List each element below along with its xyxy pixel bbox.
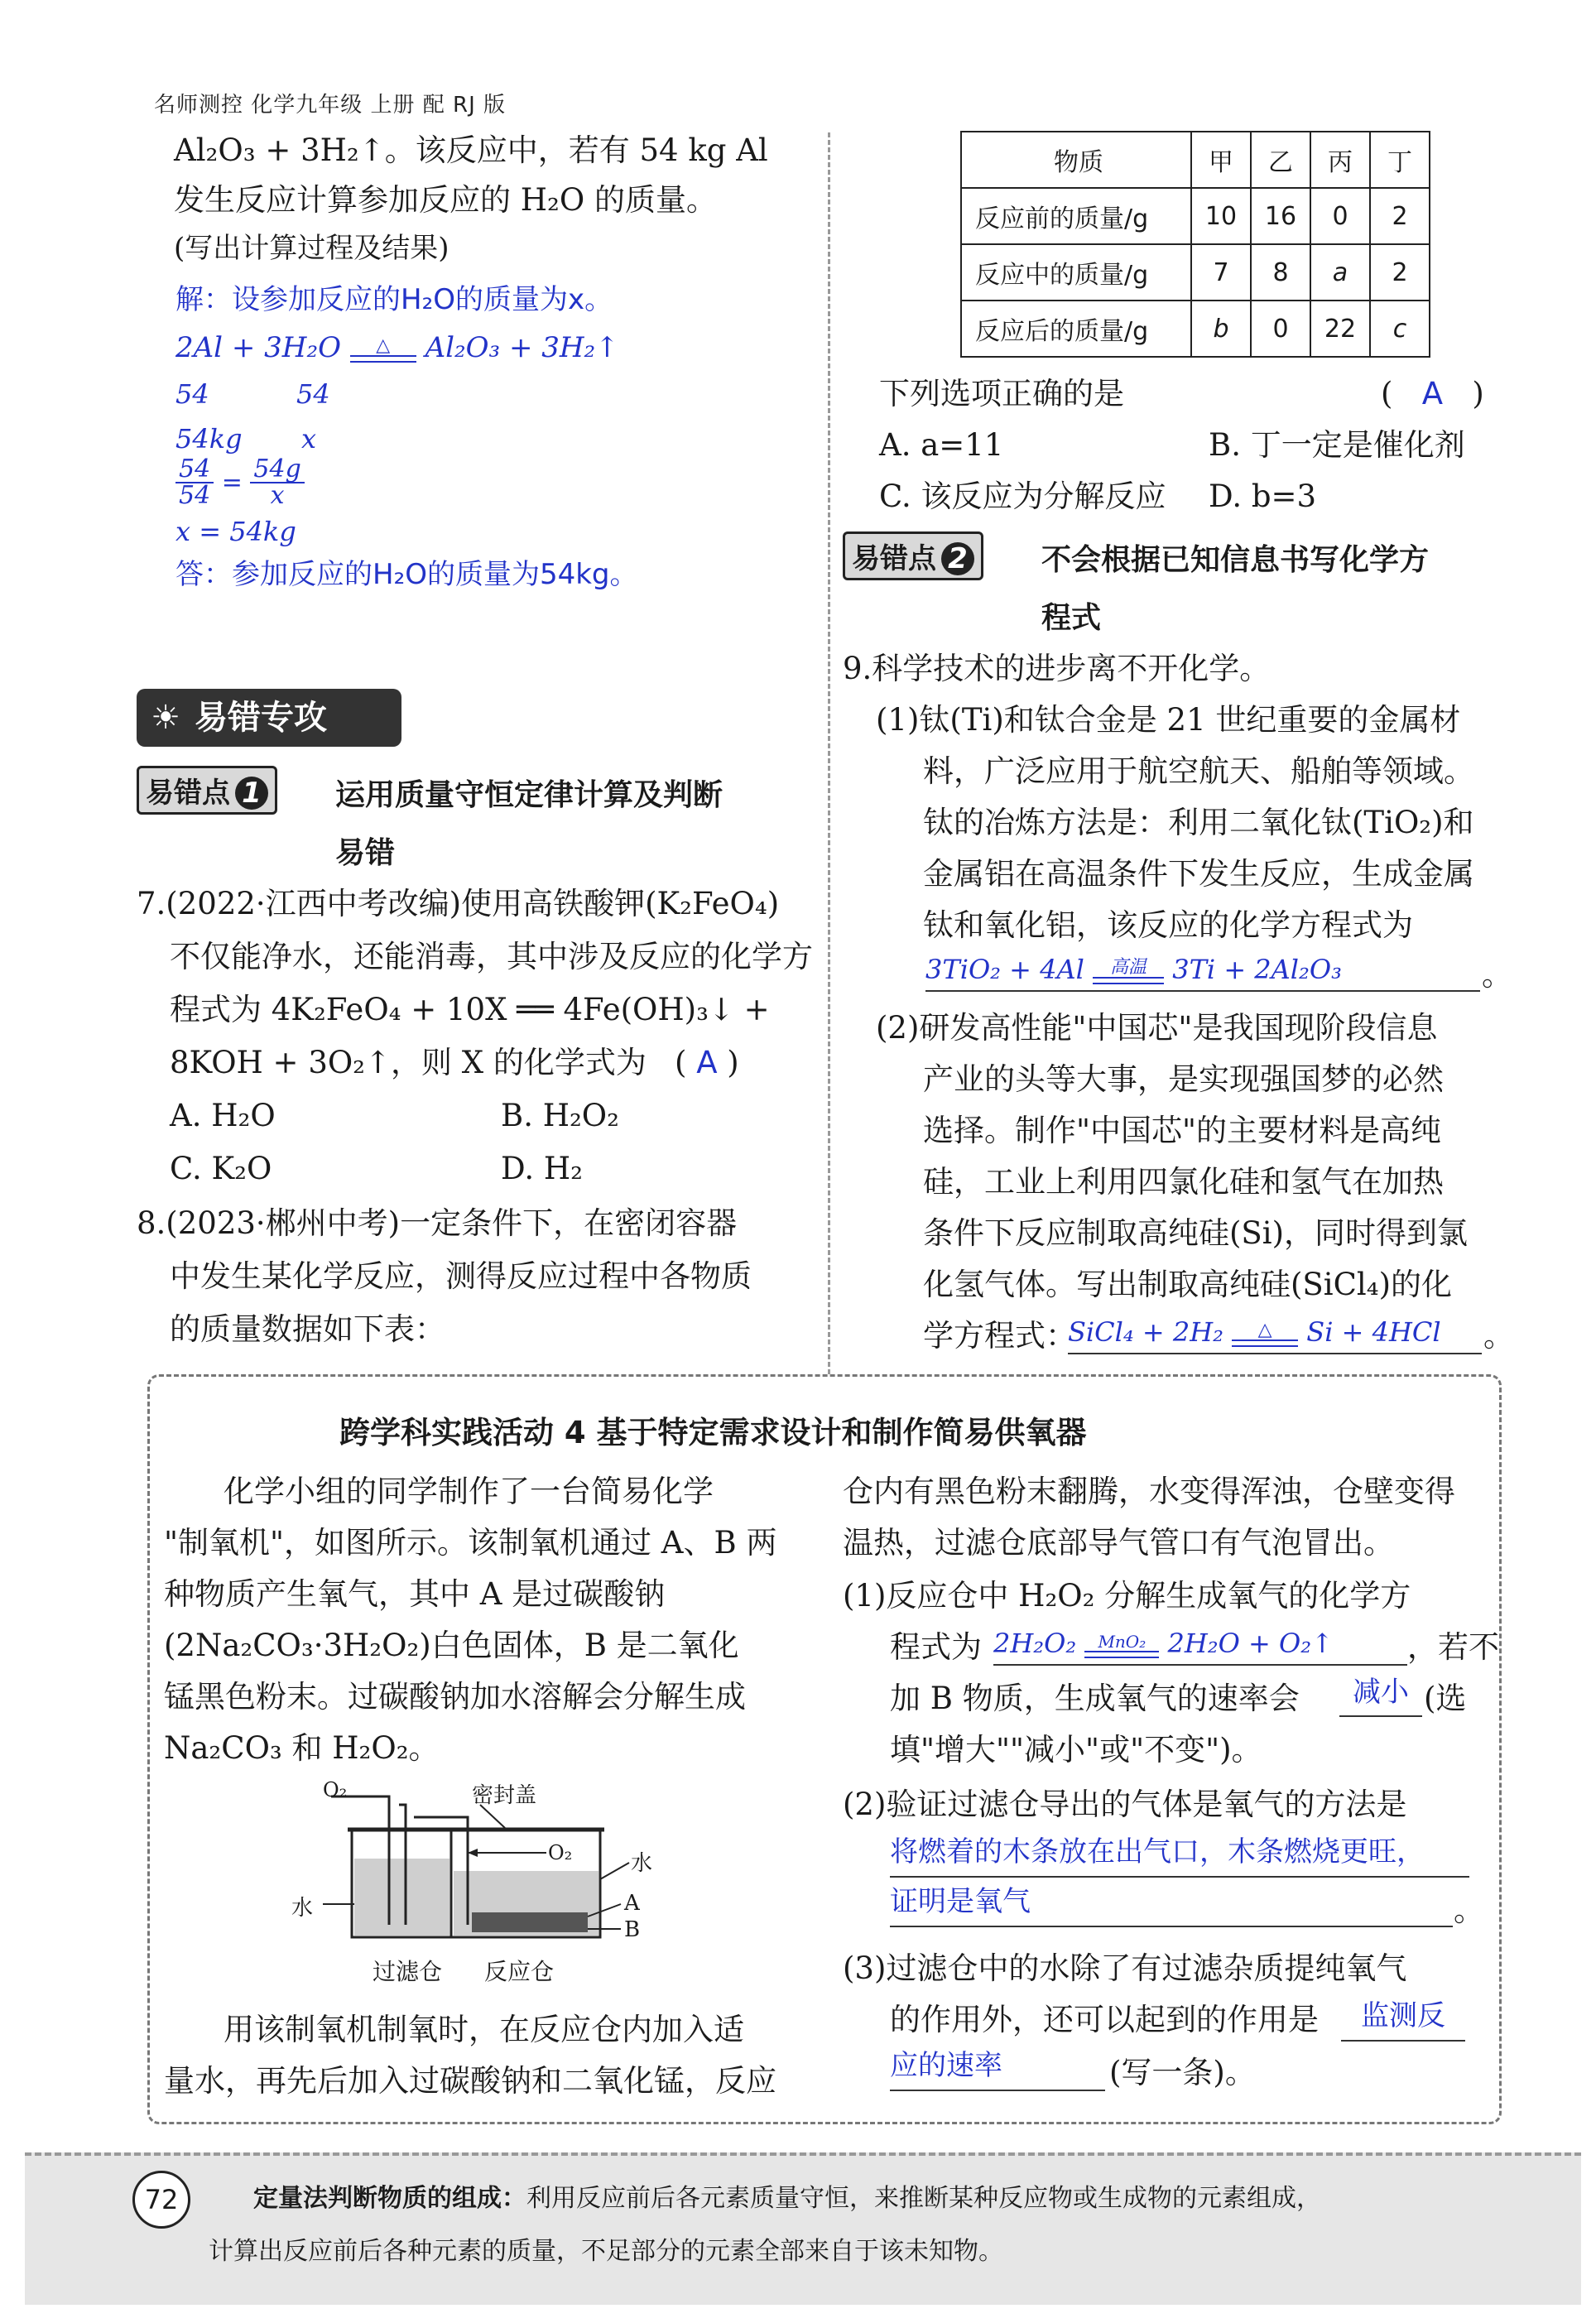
label-o2-out: O₂ [323, 1778, 348, 1801]
table-cell: 反应前的质量/g [961, 188, 1191, 244]
q7-option-a: A. H₂O [170, 1098, 276, 1133]
activity-left-line: (2Na₂CO₃·3H₂O₂)白色固体，B 是二氧化 [164, 1628, 739, 1663]
table-cell: 2 [1370, 188, 1430, 244]
activity-q1-equation: 2H₂O₂ MnO₂ 2H₂O + O₂↑ [993, 1623, 1407, 1666]
water-pointer-right [600, 1863, 629, 1879]
activity-left-line: Na₂CO₃ 和 H₂O₂。 [164, 1730, 440, 1766]
q8-option-d: D. b=3 [1209, 479, 1317, 514]
activity-left-line: 种物质产生氧气，其中 A 是过碳酸钠 [164, 1576, 666, 1612]
activity-q2-line-1: (2)验证过滤仓导出的气体是氧气的方法是 [843, 1787, 1407, 1822]
q9-p1-line: (1)钛(Ti)和钛合金是 21 世纪重要的金属材 [876, 702, 1461, 738]
table-cell: 8 [1251, 244, 1310, 301]
activity-q3-answer-1: 监测反 [1341, 1995, 1465, 2042]
q8-answer-bracket: ( A ) [1381, 376, 1484, 411]
label-o2-in: O₂ [548, 1841, 573, 1864]
q9-period-1: 。 [1482, 957, 1512, 993]
page-number: 72 [132, 2171, 190, 2229]
final-answer: 答：参加反应的H₂O的质量为54kg。 [175, 558, 638, 591]
q9-p2-line: 产业的头等大事，是实现强国梦的必然 [923, 1061, 1444, 1097]
eq-left: 2Al + 3H₂O [175, 331, 341, 364]
activity-q2-period: 。 [1454, 1893, 1484, 1928]
activity-right-line: 温热，过滤仓底部导气管口有气泡冒出。 [843, 1525, 1394, 1561]
q9-p2-line: 化氢气体。写出制取高纯硅(SiCl₄)的化 [923, 1267, 1453, 1302]
activity-left2-line: 量水，再先后加入过碳酸钠和二氧化锰，反应 [164, 2063, 776, 2099]
oxygen-generator-figure [291, 1778, 671, 1995]
table-row [961, 188, 1430, 244]
column-divider [828, 132, 830, 1374]
activity-q3-line-3: (写一条)。 [1109, 2055, 1256, 2090]
filter-water [354, 1859, 449, 1936]
activity-left-line: "制氧机"，如图所示。该制氧机通过 A、B 两 [164, 1525, 777, 1561]
error-point-1-tag: 易错点 1 [137, 766, 277, 815]
table-cell: 2 [1370, 244, 1430, 301]
table-header: 丙 [1310, 132, 1370, 188]
ratio-row-2a: 54kg [175, 423, 243, 454]
label-water-right: 水 [631, 1851, 653, 1876]
table-header: 甲 [1191, 132, 1251, 188]
table-header: 丁 [1370, 132, 1430, 188]
error-point-2-title: 不会根据已知信息书写化学方 [1041, 543, 1430, 577]
left-line-2: 发生反应计算参加反应的 H₂O 的质量。 [174, 182, 717, 218]
error-point-1-title: 运用质量守恒定律计算及判断 [335, 778, 723, 812]
activity-q2-answer-1: 将燃着的木条放在出气口，木条燃烧更旺， [890, 1831, 1469, 1878]
activity-left-line: 化学小组的同学制作了一台简易化学 [224, 1474, 714, 1509]
q8-option-b: B. 丁一定是催化剂 [1209, 427, 1465, 463]
q7-line-4: 8KOH + 3O₂↑，则 X 的化学式为 [170, 1045, 647, 1080]
left-line-3: (写出计算过程及结果) [174, 232, 449, 265]
table-row [961, 244, 1430, 301]
q9-answer-2: SiCl₄ + 2H₂ △ Si + 4HCl [1068, 1311, 1482, 1354]
activity-right-line: 仓内有黑色粉末翻腾，水变得浑浊，仓壁变得 [843, 1474, 1455, 1509]
activity-q1-line-3b: (选 [1424, 1681, 1467, 1716]
table-cell: a [1310, 244, 1370, 301]
activity-q1-line-3: 加 B 物质，生成氧气的速率会 [890, 1681, 1300, 1716]
ratio-row-2b: x [301, 423, 317, 454]
solution-setup: 解：设参加反应的H₂O的质量为x。 [175, 283, 613, 316]
table-cell: 16 [1251, 188, 1310, 244]
table-cell: 反应后的质量/g [961, 301, 1191, 357]
footer-text-1: 利用反应前后各元素质量守恒，来推断某种反应物或生成物的元素组成， [526, 2184, 1321, 2213]
q8-line-2: 中发生某化学反应，测得反应过程中各物质 [170, 1258, 752, 1294]
activity-title: 跨学科实践活动 4 基于特定需求设计和制作简易供氧器 [339, 1415, 1087, 1450]
table-cell: 7 [1191, 244, 1251, 301]
q8-line-1: 8.(2023·郴州中考)一定条件下，在密闭容器 [137, 1205, 738, 1241]
left-line-1: Al₂O₃ + 3H₂↑。该反应中，若有 54 kg Al [174, 132, 768, 168]
table-cell: 22 [1310, 301, 1370, 357]
error-point-1-title-2: 易错 [335, 836, 396, 870]
section-title-badge: ☀ 易错专攻 [137, 689, 401, 747]
activity-q1-answer: 减小 [1339, 1674, 1422, 1717]
q9-period-2: 。 [1483, 1318, 1514, 1354]
table-cell: 0 [1310, 188, 1370, 244]
footer-bold-term: 定量法判断物质的组成： [253, 2184, 526, 2213]
q9-p1-line: 料，广泛应用于航空航天、船舶等领域。 [923, 753, 1474, 789]
table-cell: c [1370, 301, 1430, 357]
q9-p2-line: 硅，工业上利用四氯化硅和氢气在加热 [923, 1164, 1444, 1200]
q7-line-1: 7.(2022·江西中考改编)使用高铁酸钾(K₂FeO₄) [137, 886, 780, 921]
ratio-row-1b: 54 [296, 378, 330, 410]
eq-right: Al₂O₃ + 3H₂↑ [425, 331, 619, 364]
q7-answer-bracket: ( A ) [675, 1045, 739, 1080]
q9-p2-last: 学方程式： [923, 1318, 1076, 1354]
q9-p1-line: 钛和氧化铝，该反应的化学方程式为 [923, 907, 1413, 943]
table-cell: 0 [1251, 301, 1310, 357]
q7-line-3: 程式为 4K₂FeO₄ + 10X ══ 4Fe(OH)₃↓ + [170, 992, 770, 1027]
q8-data-table [960, 131, 1430, 358]
activity-q1-line-1: (1)反应仓中 H₂O₂ 分解生成氧气的化学方 [843, 1578, 1411, 1614]
label-lid: 密封盖 [472, 1783, 537, 1808]
footer-line-1 [253, 2174, 1321, 2224]
q8-option-a: A. a=11 [879, 427, 1004, 463]
page-header: 名师测控 化学九年级 上册 配 RJ 版 [154, 93, 507, 118]
footer-line-2: 计算出反应前后各种元素的质量，不足部分的元素全部来自于该未知物。 [209, 2237, 1003, 2266]
table-row [961, 301, 1430, 357]
reactor-powder [472, 1912, 588, 1932]
result: x = 54kg [175, 516, 296, 547]
eq-condition: △ [350, 337, 416, 363]
error-point-2-tag: 易错点 2 [843, 531, 983, 580]
solution-equation [175, 321, 619, 374]
ratio-row-1a: 54 [175, 378, 209, 410]
q9-p2-line: (2)研发高性能"中国芯"是我国现阶段信息 [876, 1010, 1438, 1046]
activity-q2-answer-2: 证明是氧气 [890, 1881, 1453, 1927]
q8-line-3: 的质量数据如下表： [170, 1311, 445, 1347]
q7-option-c: C. K₂O [170, 1151, 272, 1186]
activity-q3-line-1: (3)过滤仓中的水除了有过滤杂质提纯氧气 [843, 1950, 1407, 1986]
table-cell: 10 [1191, 188, 1251, 244]
q7-option-b: B. H₂O₂ [501, 1098, 619, 1133]
q9-p1-line: 钛的冶炼方法是：利用二氧化钛(TiO₂)和 [923, 805, 1474, 840]
q8-prompt: 下列选项正确的是 [879, 376, 1124, 411]
table-cell: b [1191, 301, 1251, 357]
table-header: 乙 [1251, 132, 1310, 188]
label-water-left: 水 [291, 1896, 314, 1921]
lightbulb-icon: ☀ [151, 699, 180, 737]
q7-option-d: D. H₂ [501, 1151, 583, 1186]
activity-q1-line-2: 程式为 [890, 1629, 982, 1665]
table-header: 物质 [961, 132, 1191, 188]
proportion: $\frac{54}{54}$ = $\frac{54g}{x}$ [175, 457, 305, 508]
activity-q3-line-2: 的作用外，还可以起到的作用是 [890, 2002, 1319, 2037]
activity-left2-line: 用该制氧机制氧时，在反应仓内加入适 [224, 2012, 744, 2047]
q9-intro: 9.科学技术的进步离不开化学。 [843, 651, 1271, 686]
error-point-2-title-2: 程式 [1041, 601, 1102, 635]
activity-q1-line-4: 填"增大""减小"或"不变")。 [890, 1732, 1262, 1768]
activity-q3-answer-2: 应的速率 [890, 2045, 1105, 2091]
q9-p1-line: 金属铝在高温条件下发生反应，生成金属 [923, 856, 1474, 892]
q9-p2-line: 选择。制作"中国芯"的主要材料是高纯 [923, 1113, 1442, 1148]
label-b: B [624, 1917, 641, 1942]
q9-answer-1: 3TiO₂ + 4Al 高温 3Ti + 2Al₂O₃ [925, 949, 1480, 992]
q8-option-c: C. 该反应为分解反应 [879, 479, 1166, 514]
o2-arrow-head [468, 1849, 478, 1857]
activity-left-line: 锰黑色粉末。过碳酸钠加水溶解会分解生成 [164, 1679, 746, 1715]
activity-q1-line-2b: ，若不 [1407, 1629, 1499, 1665]
table-header-row [961, 132, 1430, 188]
label-a: A [624, 1891, 640, 1916]
q7-line-2: 不仅能净水，还能消毒，其中涉及反应的化学方 [170, 939, 813, 974]
label-filter: 过滤仓 [373, 1958, 443, 1985]
label-reactor: 反应仓 [484, 1958, 555, 1985]
q9-p2-line: 条件下反应制取高纯硅(Si)，同时得到氯 [923, 1215, 1469, 1251]
table-cell: 反应中的质量/g [961, 244, 1191, 301]
